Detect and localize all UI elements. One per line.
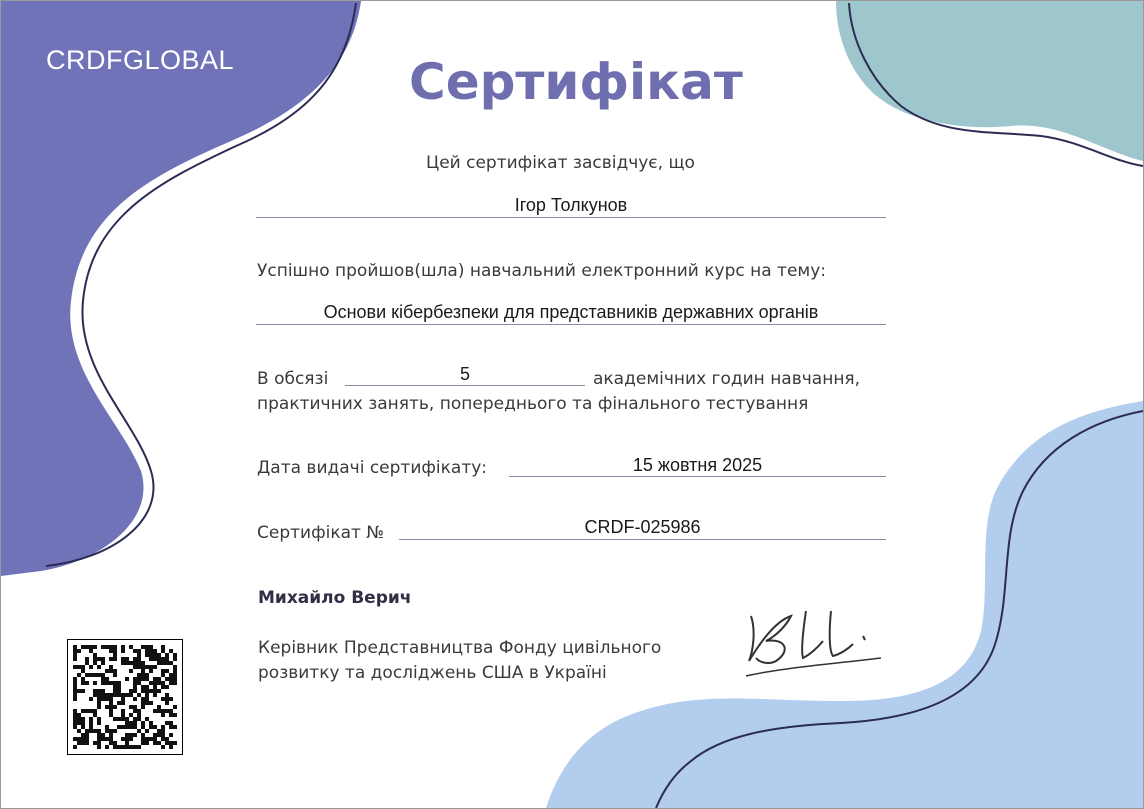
teal-blob <box>836 1 1143 161</box>
cert-number-line <box>399 539 886 540</box>
course-line <box>256 324 886 325</box>
cert-number-label: Сертифікат № <box>257 523 385 543</box>
course-name: Основи кібербезпеки для представників державних органів <box>323 302 819 322</box>
intro-text: Цей сертифікат засвідчує, що <box>426 153 695 173</box>
hours-line <box>345 385 585 386</box>
signature-image <box>731 596 891 686</box>
hours-value: 5 <box>459 364 470 384</box>
purple-blob <box>1 1 361 576</box>
qr-code-icon <box>67 639 183 755</box>
signer-name: Михайло Верич <box>258 588 412 608</box>
issue-date-label: Дата видачі сертифікату: <box>257 458 488 478</box>
signer-role-line2: розвитку та досліджень США в Україні <box>258 663 607 683</box>
signer-role-line1: Керівник Представництва Фонду цивільного <box>258 638 662 658</box>
certificate-title: Сертифікат <box>409 53 743 111</box>
course-intro: Успішно пройшов(шла) навчальний електронний курс на тему: <box>257 261 827 281</box>
hours-prefix: В обсязі <box>257 369 329 389</box>
recipient-name: Ігор Толкунов <box>514 195 628 215</box>
recipient-line <box>256 217 886 218</box>
hours-line2: практичних занять, попереднього та фінального тестування <box>257 394 809 414</box>
logo: CRDFGLOBAL <box>46 45 235 75</box>
hours-suffix: академічних годин навчання, <box>593 369 861 389</box>
issue-date-value: 15 жовтня 2025 <box>632 455 763 475</box>
issue-date-line <box>509 476 886 477</box>
cert-number-value: CRDF-025986 <box>584 517 701 537</box>
